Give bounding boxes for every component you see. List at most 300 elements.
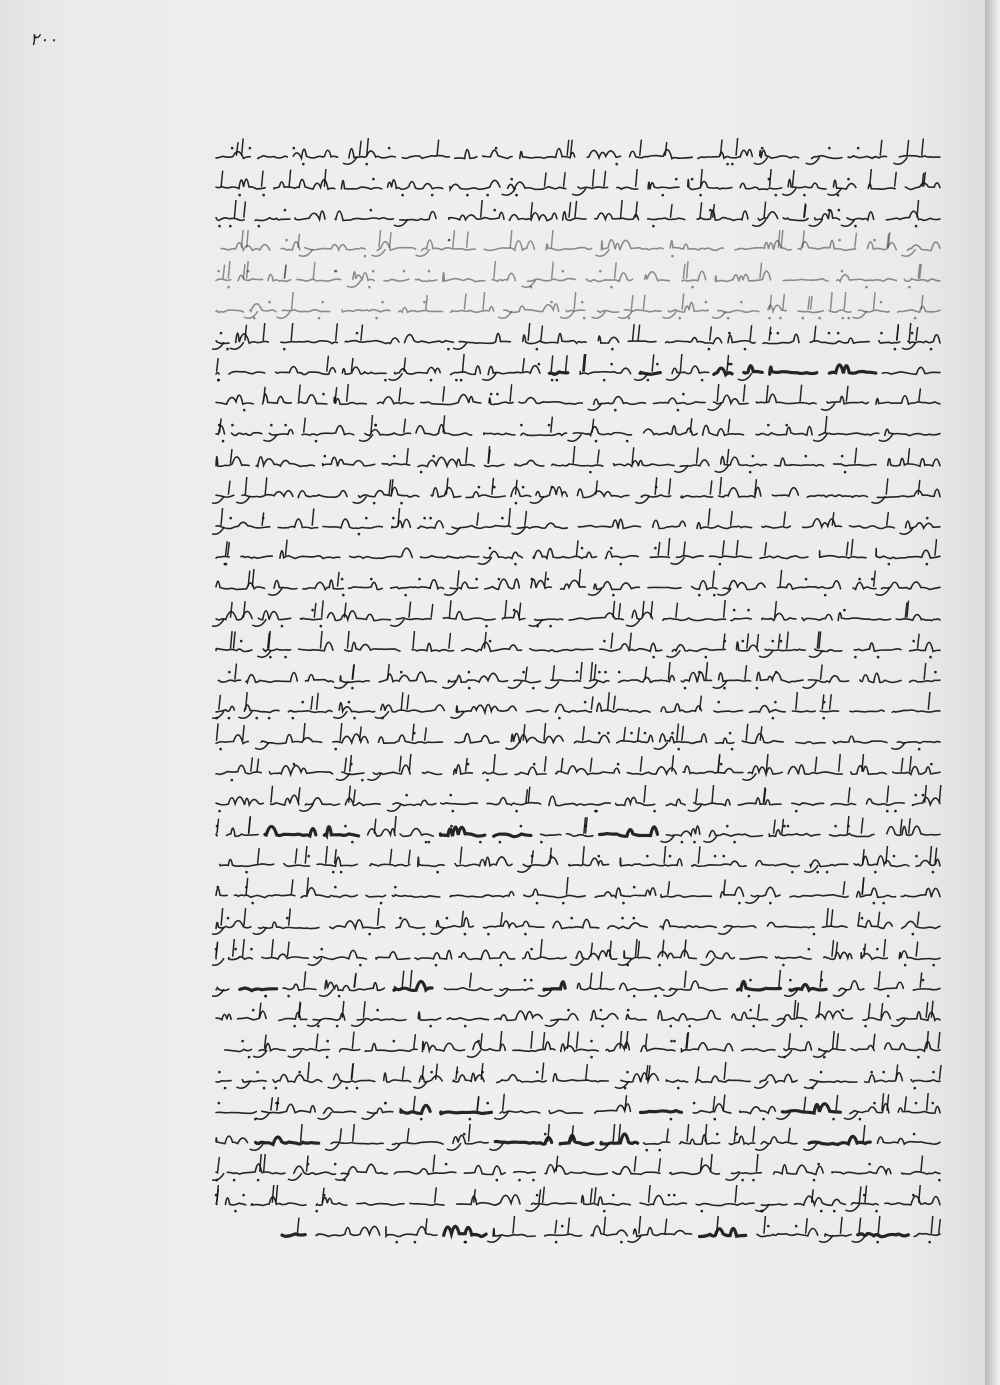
ink-dot bbox=[871, 578, 874, 581]
ink-dot bbox=[880, 301, 883, 304]
ink-dot bbox=[358, 532, 361, 535]
manuscript-line bbox=[212, 508, 942, 539]
ink-ascender-stroke bbox=[745, 665, 746, 678]
ink-dot bbox=[654, 547, 657, 550]
ink-descender-stroke bbox=[654, 742, 668, 749]
ink-dot bbox=[670, 1040, 673, 1043]
ink-dot bbox=[435, 964, 438, 967]
ink-ascender-stroke bbox=[720, 477, 721, 494]
ink-dot bbox=[875, 1210, 878, 1213]
ink-dot bbox=[619, 563, 622, 566]
ink-ascender-stroke bbox=[305, 847, 306, 864]
ink-ascender-stroke bbox=[682, 727, 683, 741]
ink-dot bbox=[804, 455, 807, 458]
ink-word-stroke bbox=[792, 711, 815, 712]
ink-word-stroke bbox=[334, 1074, 375, 1082]
ink-ascender-stroke bbox=[531, 1031, 532, 1048]
ink-dot bbox=[344, 824, 347, 827]
ink-word-stroke bbox=[827, 397, 868, 404]
ink-ascender-stroke bbox=[836, 1095, 837, 1110]
ink-dot bbox=[395, 1241, 398, 1244]
ink-dot bbox=[837, 332, 840, 335]
ink-descender-stroke bbox=[453, 342, 467, 349]
handwriting-strokes bbox=[212, 1031, 942, 1062]
ink-word-stroke bbox=[531, 579, 551, 588]
ink-word-stroke bbox=[550, 372, 568, 374]
ink-word-stroke bbox=[391, 580, 444, 589]
ink-word-stroke bbox=[216, 557, 229, 559]
ink-ascender-stroke bbox=[244, 602, 245, 617]
ink-ascender-stroke bbox=[796, 692, 797, 709]
ink-word-stroke bbox=[523, 858, 557, 867]
ink-word-stroke bbox=[761, 1136, 797, 1143]
ink-word-stroke bbox=[777, 1015, 806, 1020]
ink-ascender-stroke bbox=[509, 508, 510, 525]
ink-ascender-stroke bbox=[246, 693, 247, 709]
ink-ascender-stroke bbox=[896, 1065, 897, 1079]
ink-dot bbox=[551, 378, 554, 381]
ink-ascender-stroke bbox=[510, 385, 511, 401]
ink-dot bbox=[873, 239, 876, 242]
ink-word-stroke bbox=[724, 926, 756, 928]
ink-word-stroke bbox=[693, 1104, 731, 1113]
ink-dot bbox=[392, 516, 395, 519]
ink-dot bbox=[489, 640, 492, 643]
ink-descender-stroke bbox=[545, 681, 559, 688]
ink-word-stroke bbox=[399, 307, 443, 312]
ink-word-stroke bbox=[641, 495, 670, 497]
ink-word-stroke bbox=[628, 341, 656, 342]
ink-word-stroke bbox=[514, 680, 540, 682]
ink-word-stroke bbox=[591, 1226, 627, 1236]
ink-ascender-stroke bbox=[395, 816, 396, 833]
ink-ascender-stroke bbox=[247, 262, 248, 279]
ink-descender-stroke bbox=[879, 434, 893, 441]
ink-descender-stroke bbox=[755, 1143, 769, 1150]
ink-dot bbox=[338, 994, 341, 997]
ink-word-stroke bbox=[379, 735, 443, 743]
ink-word-stroke bbox=[916, 860, 940, 867]
ink-ascender-stroke bbox=[594, 1188, 595, 1202]
ink-descender-stroke bbox=[670, 557, 684, 564]
ink-ascender-stroke bbox=[613, 1124, 614, 1141]
ink-dot bbox=[719, 563, 722, 566]
ink-dot bbox=[847, 317, 850, 320]
ink-word-stroke bbox=[697, 210, 748, 220]
ink-dot bbox=[515, 194, 518, 197]
ink-dot bbox=[530, 948, 533, 951]
ink-ascender-stroke bbox=[245, 325, 246, 340]
ink-dot bbox=[598, 732, 601, 735]
ink-word-stroke bbox=[783, 279, 828, 281]
ink-word-stroke bbox=[530, 648, 593, 651]
ink-ascender-stroke bbox=[684, 542, 685, 555]
ink-dot bbox=[224, 1087, 227, 1090]
ink-dot bbox=[914, 794, 917, 797]
ink-dot bbox=[558, 717, 561, 720]
handwriting-strokes bbox=[212, 323, 942, 354]
ink-dot bbox=[716, 1132, 719, 1135]
ink-word-stroke bbox=[216, 495, 234, 497]
ink-word-stroke bbox=[493, 1228, 535, 1236]
ink-descender-stroke bbox=[505, 742, 519, 749]
ink-word-stroke bbox=[400, 211, 436, 220]
ink-ascender-stroke bbox=[308, 1062, 309, 1079]
ink-word-stroke bbox=[595, 213, 639, 220]
ink-word-stroke bbox=[511, 734, 563, 744]
ink-word-stroke bbox=[761, 1204, 787, 1205]
ink-descender-stroke bbox=[703, 835, 717, 842]
ink-word-stroke bbox=[796, 742, 825, 744]
ink-ascender-stroke bbox=[639, 1216, 640, 1233]
ink-word-stroke bbox=[323, 457, 375, 466]
ink-dot bbox=[646, 855, 649, 858]
ink-dot bbox=[335, 270, 338, 273]
ink-word-stroke bbox=[274, 581, 297, 589]
ink-word-stroke bbox=[782, 1104, 840, 1113]
ink-dot bbox=[423, 516, 426, 519]
ink-word-stroke bbox=[760, 150, 799, 158]
ink-word-stroke bbox=[450, 582, 478, 589]
ink-dot bbox=[612, 1194, 615, 1197]
ink-dot bbox=[928, 1241, 931, 1244]
ink-dot bbox=[576, 670, 579, 673]
handwriting-strokes bbox=[212, 477, 942, 508]
handwriting-strokes bbox=[212, 230, 942, 261]
ink-word-stroke bbox=[484, 552, 523, 559]
ink-word-stroke bbox=[660, 920, 716, 929]
ink-dot bbox=[733, 609, 736, 612]
ink-word-stroke bbox=[810, 338, 869, 343]
ink-ascender-stroke bbox=[221, 171, 222, 186]
ink-word-stroke bbox=[240, 988, 277, 991]
ink-word-stroke bbox=[216, 1081, 231, 1082]
ink-dot bbox=[556, 378, 559, 381]
ink-descender-stroke bbox=[570, 958, 584, 965]
ink-ascender-stroke bbox=[233, 939, 234, 956]
ink-word-stroke bbox=[400, 828, 433, 836]
ink-ascender-stroke bbox=[811, 296, 812, 309]
ink-word-stroke bbox=[330, 920, 385, 929]
ink-ascender-stroke bbox=[553, 665, 554, 678]
ink-dot bbox=[256, 1071, 259, 1074]
ink-descender-stroke bbox=[626, 619, 640, 626]
ink-ascender-stroke bbox=[919, 389, 920, 401]
ink-dot bbox=[633, 994, 636, 997]
ink-dot bbox=[731, 163, 734, 166]
ink-word-stroke bbox=[258, 611, 290, 620]
ink-dot bbox=[626, 1071, 629, 1074]
ink-word-stroke bbox=[265, 826, 316, 835]
ink-dot bbox=[320, 625, 323, 628]
ink-word-stroke bbox=[742, 734, 783, 744]
ink-dot bbox=[658, 1148, 661, 1151]
ink-ascender-stroke bbox=[230, 450, 231, 463]
ink-ascender-stroke bbox=[615, 263, 616, 278]
ink-word-stroke bbox=[258, 156, 288, 159]
ink-ascender-stroke bbox=[336, 324, 337, 340]
ink-dot bbox=[218, 424, 221, 427]
ink-descender-stroke bbox=[482, 373, 496, 380]
ink-ascender-stroke bbox=[765, 543, 766, 555]
ink-word-stroke bbox=[598, 336, 618, 343]
ink-word-stroke bbox=[241, 556, 272, 558]
ink-ascender-stroke bbox=[918, 480, 919, 494]
ink-descender-stroke bbox=[333, 711, 347, 718]
ink-word-stroke bbox=[401, 1105, 430, 1113]
ink-ascender-stroke bbox=[592, 420, 593, 433]
ink-ascender-stroke bbox=[710, 327, 711, 340]
ink-ascender-stroke bbox=[401, 693, 402, 709]
ink-word-stroke bbox=[420, 556, 478, 558]
ink-dot bbox=[324, 455, 327, 458]
ink-dot bbox=[489, 547, 492, 550]
ink-ascender-stroke bbox=[414, 1035, 415, 1048]
ink-word-stroke bbox=[443, 273, 485, 282]
ink-word-stroke bbox=[714, 368, 732, 375]
ink-word-stroke bbox=[775, 458, 824, 466]
ink-word-stroke bbox=[648, 218, 685, 220]
ink-ascender-stroke bbox=[593, 169, 594, 186]
ink-word-stroke bbox=[305, 674, 333, 681]
ink-word-stroke bbox=[422, 772, 441, 775]
ink-descender-stroke bbox=[845, 1204, 859, 1211]
ink-word-stroke bbox=[627, 767, 676, 775]
ink-ascender-stroke bbox=[257, 759, 258, 771]
ink-ascender-stroke bbox=[886, 479, 887, 494]
ink-ascender-stroke bbox=[887, 512, 888, 525]
ink-word-stroke bbox=[295, 211, 325, 220]
ink-word-stroke bbox=[418, 858, 444, 867]
ink-word-stroke bbox=[897, 742, 940, 744]
ink-word-stroke bbox=[879, 340, 900, 343]
ink-dot bbox=[530, 978, 533, 981]
manuscript-line bbox=[212, 908, 942, 939]
ink-dot bbox=[373, 502, 376, 505]
ink-word-stroke bbox=[511, 487, 531, 496]
ink-ascender-stroke bbox=[543, 1187, 544, 1202]
ink-descender-stroke bbox=[375, 711, 389, 718]
ink-ascender-stroke bbox=[400, 756, 401, 771]
ink-dot bbox=[749, 978, 752, 981]
ink-word-stroke bbox=[449, 212, 504, 220]
ink-word-stroke bbox=[552, 464, 603, 466]
ink-dot bbox=[607, 732, 610, 735]
ink-dot bbox=[816, 871, 819, 874]
ink-dot bbox=[255, 717, 258, 720]
ink-ascender-stroke bbox=[880, 140, 881, 155]
ink-word-stroke bbox=[271, 795, 299, 805]
ink-word-stroke bbox=[744, 365, 762, 372]
ink-dot bbox=[270, 424, 273, 427]
ink-dot bbox=[647, 378, 650, 381]
ink-word-stroke bbox=[341, 180, 381, 189]
ink-ascender-stroke bbox=[566, 355, 567, 370]
ink-ascender-stroke bbox=[545, 757, 546, 771]
ink-word-stroke bbox=[648, 588, 681, 589]
ink-ascender-stroke bbox=[425, 728, 426, 740]
ink-ascender-stroke bbox=[477, 513, 478, 525]
ink-descender-stroke bbox=[802, 681, 816, 688]
ink-ascender-stroke bbox=[938, 1033, 939, 1049]
ink-dot bbox=[231, 424, 234, 427]
ink-dot bbox=[498, 578, 501, 581]
manuscript-line bbox=[212, 662, 942, 693]
ink-ascender-stroke bbox=[577, 541, 578, 555]
ink-word-stroke bbox=[760, 556, 808, 559]
ink-dot bbox=[720, 763, 723, 766]
ink-dot bbox=[404, 594, 407, 597]
ink-word-stroke bbox=[345, 338, 399, 344]
ink-word-stroke bbox=[255, 217, 290, 220]
ink-dot bbox=[681, 840, 684, 843]
ink-ascender-stroke bbox=[407, 696, 408, 710]
ink-dot bbox=[882, 902, 885, 905]
ink-word-stroke bbox=[832, 1167, 891, 1174]
ink-ascender-stroke bbox=[821, 665, 822, 679]
ink-ascender-stroke bbox=[481, 200, 482, 217]
page-edge-shadow bbox=[985, 0, 1000, 1385]
ink-word-stroke bbox=[216, 279, 231, 280]
ink-word-stroke bbox=[600, 826, 658, 835]
handwriting-strokes bbox=[212, 446, 942, 477]
ink-word-stroke bbox=[345, 642, 400, 651]
ink-word-stroke bbox=[851, 1046, 874, 1051]
ink-word-stroke bbox=[250, 304, 276, 312]
ink-word-stroke bbox=[394, 1169, 455, 1174]
manuscript-line bbox=[212, 877, 942, 908]
ink-dot bbox=[215, 948, 218, 951]
ink-word-stroke bbox=[221, 243, 269, 251]
ink-word-stroke bbox=[546, 245, 592, 251]
ink-word-stroke bbox=[464, 1166, 505, 1175]
ink-ascender-stroke bbox=[624, 728, 625, 741]
ink-ascender-stroke bbox=[858, 913, 859, 925]
ink-ascender-stroke bbox=[766, 386, 767, 401]
ink-word-stroke bbox=[527, 710, 548, 712]
ink-dot bbox=[467, 763, 470, 766]
ink-dot bbox=[449, 794, 452, 797]
ink-word-stroke bbox=[216, 340, 229, 343]
manuscript-line bbox=[212, 692, 942, 723]
ink-dot bbox=[481, 1071, 484, 1074]
ink-ascender-stroke bbox=[477, 1097, 478, 1109]
ink-word-stroke bbox=[630, 150, 693, 159]
ink-dot bbox=[669, 1025, 672, 1028]
ink-word-stroke bbox=[830, 833, 874, 836]
ink-ascender-stroke bbox=[797, 1004, 798, 1018]
ink-word-stroke bbox=[795, 1196, 846, 1205]
ink-word-stroke bbox=[698, 150, 752, 159]
ink-ascender-stroke bbox=[586, 1065, 587, 1079]
ink-dot bbox=[601, 1025, 604, 1028]
handwriting-strokes bbox=[212, 415, 942, 446]
ink-dot bbox=[740, 301, 743, 304]
manuscript-line bbox=[212, 785, 942, 816]
ink-word-stroke bbox=[283, 984, 316, 990]
manuscript-line bbox=[212, 477, 942, 508]
ink-ascender-stroke bbox=[345, 758, 346, 771]
ink-dot bbox=[218, 224, 221, 227]
ink-dot bbox=[841, 270, 844, 273]
ink-dot bbox=[926, 563, 929, 566]
ink-ascender-stroke bbox=[324, 169, 325, 186]
ink-ascender-stroke bbox=[638, 325, 639, 340]
ink-dot bbox=[486, 194, 489, 197]
ink-ascender-stroke bbox=[304, 972, 305, 987]
ink-word-stroke bbox=[822, 926, 847, 927]
ink-descender-stroke bbox=[236, 496, 250, 503]
ink-word-stroke bbox=[850, 711, 884, 713]
ink-ascender-stroke bbox=[626, 1032, 627, 1049]
ink-descender-stroke bbox=[387, 804, 401, 811]
ink-word-stroke bbox=[216, 179, 265, 189]
ink-dot bbox=[838, 239, 841, 242]
ink-word-stroke bbox=[617, 735, 653, 743]
handwritten-text-block bbox=[212, 138, 942, 1228]
ink-ascender-stroke bbox=[717, 384, 718, 401]
ink-dot bbox=[301, 701, 304, 704]
ink-ascender-stroke bbox=[697, 1067, 698, 1079]
ink-ascender-stroke bbox=[756, 1154, 757, 1171]
ink-word-stroke bbox=[682, 272, 705, 282]
ink-ascender-stroke bbox=[859, 1218, 860, 1233]
ink-ascender-stroke bbox=[247, 230, 248, 247]
ink-ascender-stroke bbox=[862, 877, 863, 894]
ink-dot bbox=[284, 656, 287, 659]
manuscript-line bbox=[212, 846, 942, 877]
ink-descender-stroke bbox=[347, 280, 361, 287]
ink-ascender-stroke bbox=[677, 724, 678, 740]
ink-word-stroke bbox=[396, 618, 431, 620]
ink-ascender-stroke bbox=[591, 662, 592, 679]
ink-dot bbox=[713, 1118, 716, 1121]
manuscript-line bbox=[212, 261, 942, 292]
ink-ascender-stroke bbox=[865, 1186, 866, 1202]
ink-ascender-stroke bbox=[374, 819, 375, 833]
ink-word-stroke bbox=[487, 797, 540, 804]
ink-ascender-stroke bbox=[779, 970, 780, 987]
ink-word-stroke bbox=[441, 1112, 492, 1114]
ink-ascender-stroke bbox=[413, 631, 414, 648]
ink-word-stroke bbox=[831, 803, 855, 804]
ink-word-stroke bbox=[569, 613, 623, 620]
ink-ascender-stroke bbox=[414, 1096, 415, 1110]
ink-dot bbox=[844, 471, 847, 474]
ink-dot bbox=[227, 286, 230, 289]
ink-word-stroke bbox=[323, 519, 382, 528]
ink-ascender-stroke bbox=[848, 788, 849, 802]
ink-dot bbox=[752, 1179, 755, 1182]
ink-ascender-stroke bbox=[670, 204, 671, 216]
ink-dot bbox=[544, 1132, 547, 1135]
ink-ascender-stroke bbox=[784, 512, 785, 525]
ink-dot bbox=[381, 301, 384, 304]
ink-ascender-stroke bbox=[724, 880, 725, 894]
ink-word-stroke bbox=[578, 519, 640, 528]
ink-word-stroke bbox=[495, 1011, 543, 1020]
ink-dot bbox=[423, 301, 426, 304]
ink-dot bbox=[823, 1056, 826, 1059]
ink-dot bbox=[518, 1179, 521, 1182]
ink-dot bbox=[864, 1025, 867, 1028]
ink-ascender-stroke bbox=[457, 571, 458, 586]
ink-word-stroke bbox=[868, 184, 895, 189]
ink-ascender-stroke bbox=[523, 358, 524, 370]
ink-dot bbox=[682, 393, 685, 396]
ink-dot bbox=[320, 948, 323, 951]
ink-word-stroke bbox=[885, 1196, 940, 1205]
